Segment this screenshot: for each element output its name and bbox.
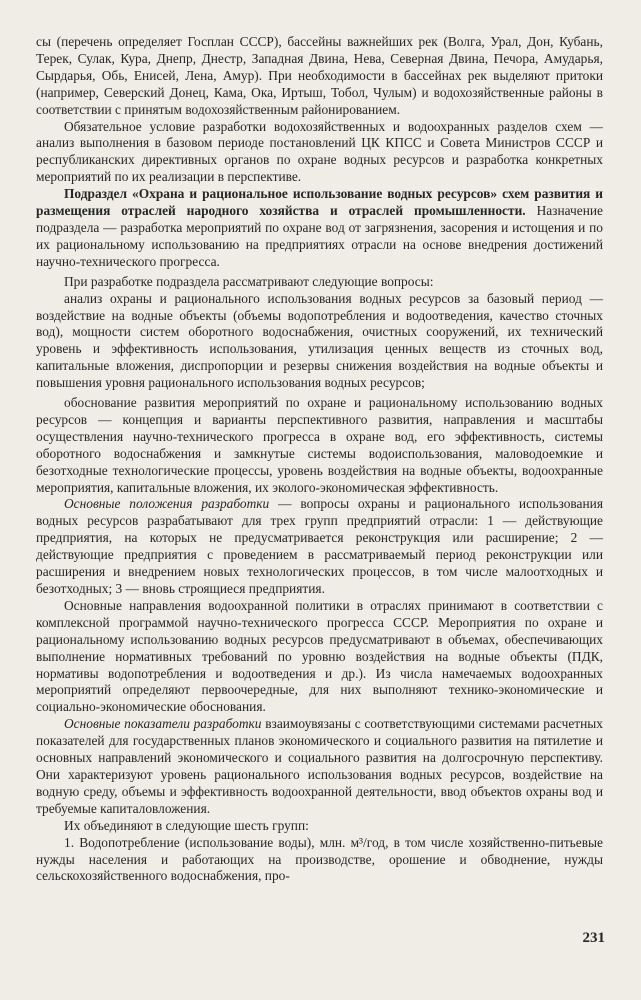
paragraph-justification: обоснование развития мероприятий по охране и рациональному использованию водных ресурсов — концепция и варианты перспективного развития, направления и масштабы осуществления научно-технического прогресса в охране вод, его эффективность, системы оборотного водоснабжения и замкнутые системы водоиспользования, маловодоемкие и безотходные технологические процессы, уровень воздействия на водные объекты, водоохранные мероприятия, капитальные вложения, их эколого-экономическая эффективность. [36,395,603,495]
paragraph-policy-directions: Основные направления водоохранной политики в отраслях принимают в соответствии с комплексной программой научно-технического прогресса СССР. Мероприятия по охране и рациональному использованию водных ресурсов предусматривают в объемах, обеспечивающих выполнение нормативных требований по уровню воздействия на водные объекты (ПДК, нормативы водопотребления и водоотведения и др.). Из числа намечаемых водоохранных мероприятий определяют первоочередные, для них выполняют технико-экономические и социально-экономические обоснования. [36,597,603,715]
subsection-title: Подраздел «Охрана и рациональное использование водных ресурсов» схем развития и размещения отраслей народного хозяйства и отраслей промышленности. [36,186,603,219]
page-body [36,34,603,885]
main-provisions-text: — вопросы охраны и рационального использования водных ресурсов разрабатывают для трех групп предприятий отрасли: 1 — действующие предприятия, на которых не предусматривается реконструкция или расширение; 2 — действующие предприятия с проведением в рассматриваемый период реконструкции или расширения и внедрением новых технологических процессов, в том числе малоотходных и безотходных; 3 — вновь строящиеся предприятия. [36,496,603,596]
paragraph-main-provisions [36,496,603,597]
paragraph-mandatory-condition: Обязательное условие разработки водохозяйственных и водоохранных разделов схем — анализ выполнения в базовом периоде постановлений ЦК КПСС и Совета Министров СССР и республиканских директивных органов по охране водных ресурсов и разработка конкретных мероприятий по их реализации в перспективе. [36,118,603,185]
main-provisions-label: Основные положения разработки [64,496,270,512]
paragraph-main-indicators [36,716,603,817]
paragraph-analysis: анализ охраны и рационального использования водных ресурсов за базовый период — воздействие на водные объекты (объемы водопотребления и водоотведения, качество сточных вод), мощности систем оборотного водоснабжения, очистных сооружений, их технический уровень и эффективность использования, утилизация ценных веществ из сточных вод, капитальные вложения, диспропорции и резервы снижения воздействия на водные объекты и повышения уровня рационального использования водных ресурсов; [36,290,603,391]
paragraph-basins: сы (перечень определяет Госплан СССР), бассейны важнейших рек (Волга, Урал, Дон, Кубань, Терек, Сулак, Кура, Днепр, Днестр, Западная Двина, Нева, Северная Двина, Печора, Амударья, Сырдарья, Обь, Енисей, Лена, Амур). При необходимости в бассейнах рек выделяют притоки (например, Северский Донец, Кама, Ока, Иртыш, Тобол, Чулым) и водохозяйственные районы в соответствии с принятым водохозяйственным районированием. [36,34,603,117]
paragraph-subsection-heading [36,186,603,271]
page-number: 231 [582,930,605,946]
main-indicators-text: взаимоувязаны с соответствующими системами расчетных показателей для государственных планов экономического и социального развития на пятилетие и основных направлений экономического и социального развития на долгосрочную перспективу. Они характеризуют уровень рационального использования водных ресурсов, воздействие на водную среду, объемы и эффективность водоохранной деятельности, ввод объектов охраны вод и требуемые капиталовложения. [36,716,603,816]
paragraph-questions-intro: При разработке подраздела рассматривают следующие вопросы: [64,273,434,289]
main-indicators-label: Основные показатели разработки [64,716,262,732]
paragraph-water-consumption: 1. Водопотребление (использование воды), млн. м³/год, в том числе хозяйственно-питьевые нужды населения и работающих на производстве, орошение и обводнение, нужды сельскохозяйственного водоснабжения, про- [36,834,603,884]
subsection-purpose: Назначение подраздела — разработка мероприятий по охране вод от загрязнения, засорения и истощения и по их рациональному использованию на предприятиях отрасли на основе внедрения достижений научно-технического прогресса. [36,203,603,269]
paragraph-six-groups: Их объединяют в следующие шесть групп: [64,817,309,833]
